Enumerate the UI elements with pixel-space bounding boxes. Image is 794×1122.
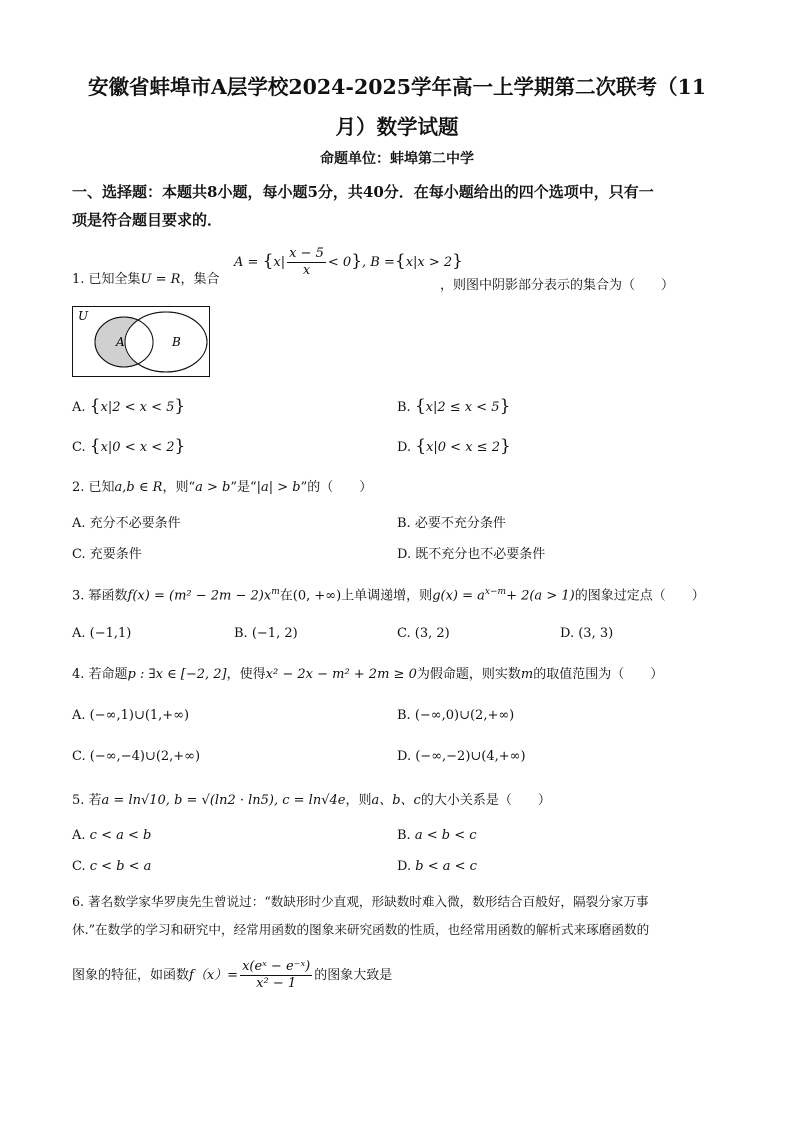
q1-option-c-letter: C.: [72, 440, 86, 455]
venn-label-B: B: [172, 335, 181, 349]
q6-eq: =: [227, 968, 239, 983]
q4-option-d-text: (−∞,−2)∪(4,+∞): [415, 749, 526, 764]
q4-prop: p : ∃x ∈ [−2, 2]: [127, 667, 227, 682]
q5-option-c-letter: C.: [72, 859, 86, 874]
q5-option-c[interactable]: [72, 857, 151, 877]
q1-option-d[interactable]: [397, 436, 511, 458]
q1-option-c-value: {x|0 < x < 2}: [89, 436, 186, 456]
q1-universe: U = R: [140, 272, 181, 287]
question-1-stem: [72, 270, 219, 290]
venn-label-A: A: [116, 335, 125, 349]
q2-cond2: |a| > b: [256, 480, 301, 495]
q3-option-d-letter: D.: [560, 626, 575, 641]
q1-option-c[interactable]: [72, 436, 185, 458]
section-heading-line1: 一、选择题：本题共8小题，每小题5分，共40分．在每小题给出的四个选项中，只有一: [72, 183, 654, 201]
q4-stem-d: 的取值范围为（ ）: [533, 667, 664, 682]
q3-option-b-letter: B.: [234, 626, 248, 641]
q2-stem-c: ”是“: [230, 480, 257, 495]
author-unit: 命题单位：蚌埠第二中学: [320, 151, 474, 167]
q6-fraction: [240, 959, 312, 992]
q2-option-a[interactable]: A. 充分不必要条件: [72, 516, 181, 531]
q1-B-label: , B =: [362, 255, 395, 270]
q4-ineq: x² − 2x − m² + 2m ≥ 0: [265, 667, 417, 682]
q3-option-d-text: (3, 3): [578, 626, 614, 641]
q1-option-b[interactable]: [397, 396, 510, 418]
q2-ab: a,b ∈ R: [114, 480, 163, 495]
q3-option-c-text: (3, 2): [414, 626, 450, 641]
q1-suffix: ，则图中阴影部分表示的集合为（ ）: [440, 278, 675, 293]
q1-mid: ，集合: [180, 272, 220, 287]
q3-stem-b: 在: [279, 588, 293, 604]
q6-line2: 休.”在数学的学习和研究中，经常用函数的图象来研究函数的性质，也经常用函数的解析式来琢磨函数的: [72, 922, 650, 937]
q5-option-a[interactable]: [72, 826, 151, 846]
q4-option-b-text: (−∞,0)∪(2,+∞): [414, 708, 515, 723]
question-5-stem: [72, 791, 551, 811]
q1-A-label: A =: [234, 255, 259, 270]
q1-option-a[interactable]: [72, 396, 185, 418]
q5-option-b[interactable]: [397, 826, 477, 846]
q6-fx: f（x）: [189, 968, 228, 983]
q4-stem-c: 为假命题，则实数: [416, 667, 521, 682]
q1-option-a-text: x|2 < x < 5: [100, 400, 175, 415]
q1-B-open: {: [394, 251, 406, 271]
q1-option-d-value: {x|0 < x ≤ 2}: [415, 436, 511, 456]
q5-option-d[interactable]: [397, 857, 477, 877]
q6-frac-den: x² − 1: [256, 976, 297, 991]
q4-option-d[interactable]: [397, 747, 526, 767]
q4-option-c[interactable]: [72, 747, 200, 767]
q5-option-c-text: c < b < a: [89, 859, 152, 874]
q5-option-d-letter: D.: [397, 859, 412, 874]
q5-stem-c: 的大小关系是（ ）: [420, 793, 551, 808]
q4-option-b-letter: B.: [397, 708, 411, 723]
q6-line3-a: 图象的特征，如函数: [72, 968, 190, 983]
q4-option-a-letter: A.: [72, 708, 86, 723]
q5-option-d-text: b < a < c: [415, 859, 477, 874]
q2-cond1: a > b: [195, 480, 231, 495]
q1-set-A: A = {x| $\frac{x - 5}{x}$ < 0}, B ={x|x > 2}: [234, 246, 463, 278]
q3-gfunc: g(x) = a: [432, 588, 485, 604]
q3-option-a-text: (−1,1): [89, 626, 132, 641]
q1-frac-den: x: [302, 263, 311, 278]
q1-B-set: x|x > 2: [405, 255, 453, 270]
venn-label-U: U: [78, 309, 89, 323]
q3-interval: (0, +∞): [292, 588, 342, 604]
q4-option-a[interactable]: [72, 706, 189, 726]
q3-stem-a: 3. 幂函数: [72, 588, 128, 604]
q2-option-c[interactable]: C. 充要条件: [72, 547, 142, 562]
q5-option-a-letter: A.: [72, 828, 86, 843]
q1-option-a-value: {x|2 < x < 5}: [89, 396, 186, 416]
q2-stem-d: ”的（ ）: [300, 480, 373, 495]
q4-option-d-letter: D.: [397, 749, 412, 764]
q1-option-a-letter: A.: [72, 400, 86, 415]
q3-option-a-letter: A.: [72, 626, 86, 641]
q1-option-b-text: x|2 ≤ x < 5: [425, 400, 500, 415]
q6-line3: [72, 956, 392, 996]
q4-stem-b: ，使得: [226, 667, 266, 682]
q1-option-c-text: x|0 < x < 2: [100, 440, 175, 455]
q5-option-b-text: a < b < c: [414, 828, 477, 843]
q3-option-a[interactable]: [72, 624, 131, 644]
question-2-stem: [72, 478, 372, 498]
q3-exp-m: m: [271, 587, 280, 597]
q3-option-b[interactable]: [234, 624, 298, 644]
exam-title-line1: 安徽省蚌埠市A层学校2024-2025学年高一上学期第二次联考（11: [87, 75, 707, 99]
q1-option-d-letter: D.: [397, 440, 412, 455]
q6-frac-num: x(eˣ − e⁻ˣ): [242, 959, 311, 974]
q1-frac-num: x − 5: [289, 246, 324, 261]
q1-prefix: 1. 已知全集: [72, 272, 141, 287]
q1-option-b-value: {x|2 ≤ x < 5}: [414, 396, 511, 416]
q2-stem-a: 2. 已知: [72, 480, 115, 495]
q5-stem-a: 5. 若: [72, 793, 102, 808]
q4-option-b[interactable]: [397, 706, 514, 726]
q3-option-d[interactable]: [560, 624, 613, 644]
q6-line1: 6. 著名数学家华罗庚先生曾说过：“数缺形时少直观，形缺数时难入微，数形结合百般好，隔裂分家万事: [72, 894, 649, 909]
q3-func: f(x) = (m² − 2m − 2)x: [127, 588, 272, 604]
question-3-stem: [72, 582, 705, 606]
q3-option-c-letter: C.: [397, 626, 411, 641]
q3-gexp: x−m: [484, 587, 507, 597]
exam-title-line2: 月）数学试题: [335, 115, 459, 139]
q5-option-a-text: c < a < b: [89, 828, 152, 843]
q3-option-b-text: (−1, 2): [251, 626, 298, 641]
q5-vars: a、b、c: [371, 793, 421, 808]
q4-var-m: m: [520, 667, 534, 682]
q1-open-brace: {: [262, 251, 274, 271]
q2-option-d[interactable]: D. 既不充分也不必要条件: [397, 547, 546, 562]
q1-option-d-text: x|0 < x ≤ 2: [426, 440, 500, 455]
q2-stem-b: ，则“: [162, 480, 196, 495]
venn-diagram: [72, 306, 212, 378]
q2-option-b[interactable]: B. 必要不充分条件: [397, 516, 506, 531]
q6-line3-b: 的图象大致是: [314, 968, 393, 983]
q3-gtail: + 2(a > 1): [506, 588, 575, 604]
q4-stem-a: 4. 若命题: [72, 667, 128, 682]
q3-stem-c: 上单调递增，则: [341, 588, 433, 604]
q1-fraction: [287, 246, 326, 279]
section-heading-line2: 项是符合题目要求的．: [72, 211, 223, 229]
q5-stem-b: ，则: [345, 793, 372, 808]
q4-option-a-text: (−∞,1)∪(1,+∞): [89, 708, 190, 723]
q1-lt0: < 0: [327, 255, 352, 270]
q3-stem-d: 的图象过定点（ ）: [574, 588, 705, 604]
q1-set-var: x: [273, 255, 281, 270]
q5-option-b-letter: B.: [397, 828, 411, 843]
q1-option-b-letter: B.: [397, 400, 411, 415]
q5-expr: a = ln√10, b = √(ln2 · ln5), c = ln√4e: [101, 793, 346, 808]
q1-B-close: }: [452, 251, 463, 271]
q4-option-c-letter: C.: [72, 749, 86, 764]
q3-option-c[interactable]: [397, 624, 450, 644]
q4-option-c-text: (−∞,−4)∪(2,+∞): [89, 749, 201, 764]
question-4-stem: [72, 665, 663, 685]
q1-close-brace: }: [351, 251, 363, 271]
